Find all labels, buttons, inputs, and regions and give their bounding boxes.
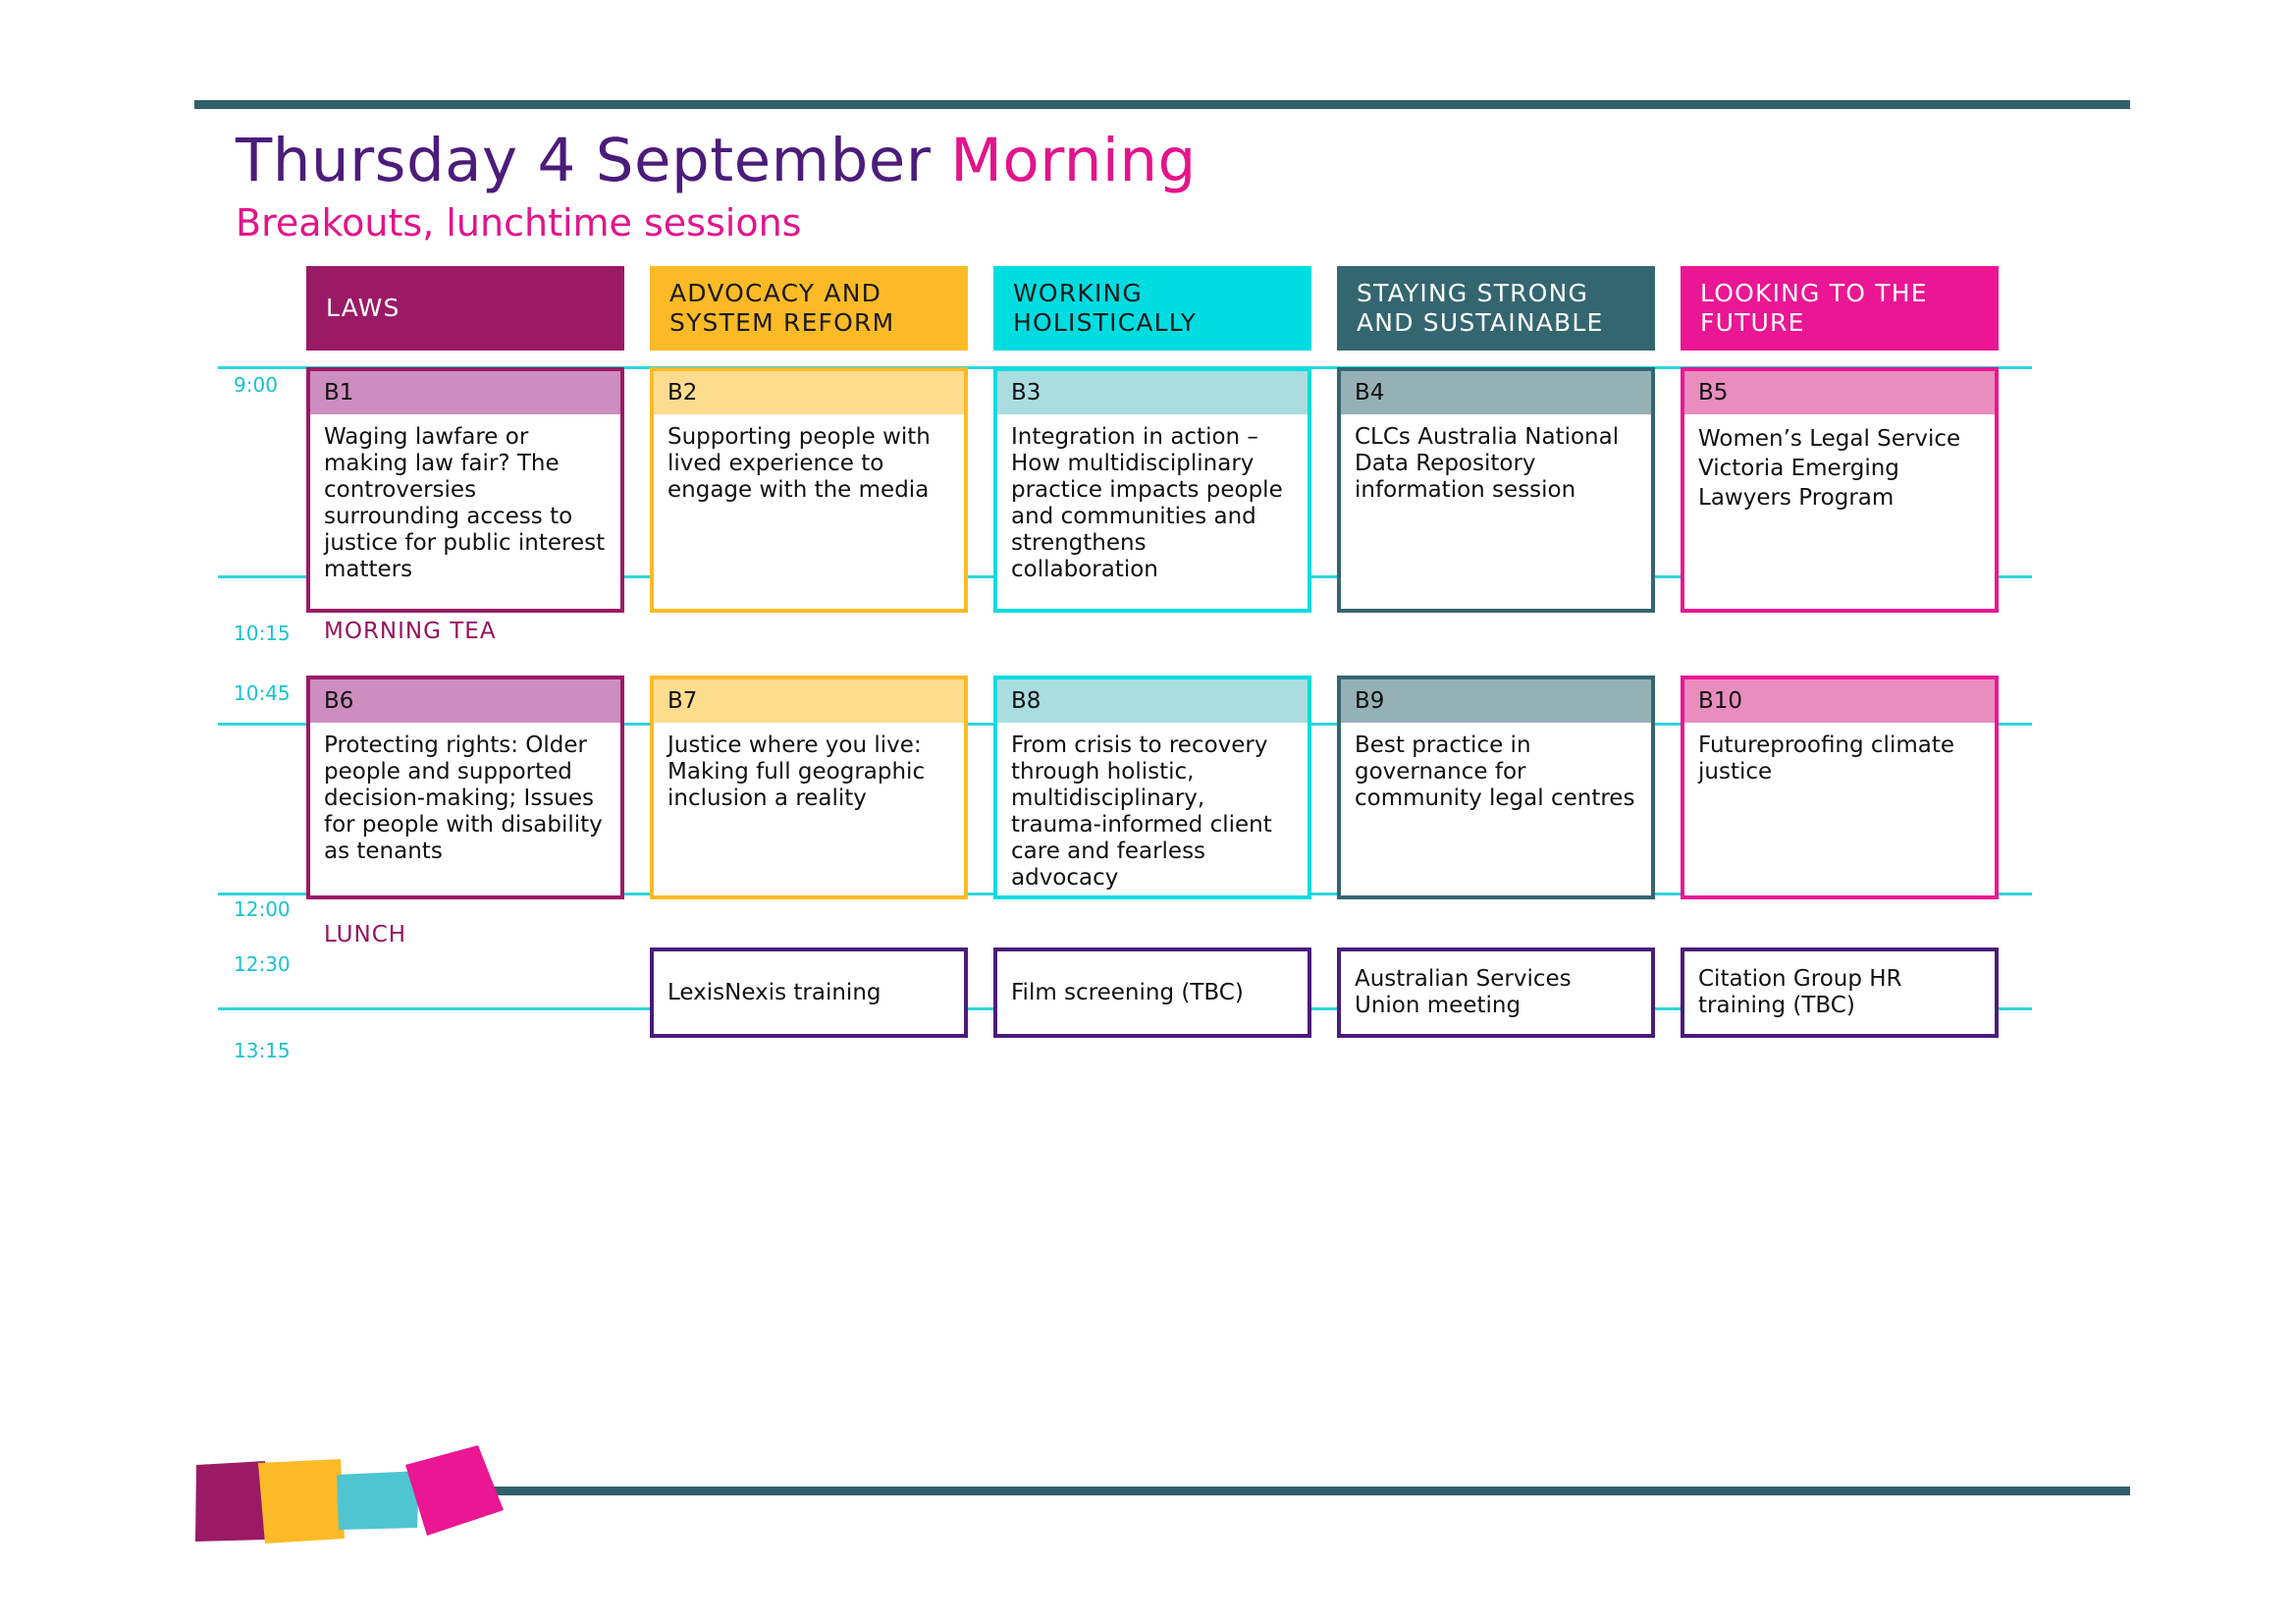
session-title: Protecting rights: Older people and supported decision-making; Issues for people with disability as tenants — [324, 732, 603, 864]
lunchtime-title: Citation Group HR training (TBC) — [1698, 966, 1902, 1018]
brand-tiles-logo — [191, 1443, 515, 1551]
lunchtime-title: LexisNexis training — [667, 979, 881, 1005]
session-code: B8 — [997, 679, 1308, 723]
session-title: Waging lawfare or making law fair? The controversies surrounding access to justice for public interest matters — [324, 424, 606, 582]
column-header-label: WORKING HOLISTICALLY — [1013, 279, 1198, 337]
time-label: 10:15 — [234, 622, 291, 645]
title-day: Thursday 4 September — [236, 126, 932, 195]
column-header-future — [1681, 266, 1999, 351]
tile-purple — [195, 1461, 268, 1542]
tile-pink — [405, 1445, 504, 1536]
session-title: Supporting people with lived experience to engage with the media — [667, 424, 931, 503]
session-code: B6 — [310, 679, 620, 723]
time-label: 13:15 — [234, 1039, 291, 1062]
column-header-laws — [306, 266, 624, 351]
session-code: B9 — [1341, 679, 1651, 723]
title-period: Morning — [950, 126, 1197, 195]
session-code: B4 — [1341, 371, 1651, 414]
session-title: Women’s Legal Service Victoria Emerging Lawyers Program — [1698, 426, 1961, 511]
session-title: Best practice in governance for community legal centres — [1355, 732, 1635, 811]
time-label: 12:00 — [234, 897, 291, 921]
column-header-advocacy — [650, 266, 968, 351]
session-b1[interactable] — [306, 367, 624, 613]
session-code: B10 — [1684, 679, 1995, 723]
lunchtime-session-citation[interactable] — [1681, 947, 1999, 1038]
session-title: Futureproofing climate justice — [1698, 732, 1955, 785]
lunch-label: LUNCH — [324, 922, 407, 947]
tile-teal — [337, 1471, 419, 1530]
column-header-holistic — [993, 266, 1311, 351]
session-title: CLCs Australia National Data Repository information session — [1355, 424, 1620, 503]
session-title: From crisis to recovery through holistic, multidisciplinary, trauma-informed client care and fearless advocacy — [1011, 732, 1272, 891]
session-b2[interactable] — [650, 367, 968, 613]
session-b9[interactable] — [1337, 676, 1655, 899]
page-title — [236, 122, 1197, 200]
column-header-label: LOOKING TO THE FUTURE — [1700, 279, 1928, 337]
bottom-rule — [471, 1487, 2130, 1495]
session-code: B2 — [654, 371, 964, 414]
session-title: Integration in action – How multidisciplinary practice impacts people and communities and strengthens collaboration — [1011, 424, 1283, 582]
session-b5[interactable] — [1681, 367, 1999, 613]
session-b10[interactable] — [1681, 676, 1999, 899]
lunchtime-title: Film screening (TBC) — [1011, 979, 1244, 1005]
session-code: B1 — [310, 371, 620, 414]
time-label: 12:30 — [234, 952, 291, 976]
lunchtime-session-lexisnexis[interactable] — [650, 947, 968, 1038]
session-title: Justice where you live: Making full geographic inclusion a reality — [667, 732, 926, 811]
top-rule — [194, 100, 2130, 109]
session-b7[interactable] — [650, 676, 968, 899]
session-b8[interactable] — [993, 676, 1311, 899]
morning-tea-label: MORNING TEA — [324, 619, 497, 644]
time-label: 10:45 — [234, 681, 291, 705]
time-label: 9:00 — [234, 373, 278, 397]
session-b3[interactable] — [993, 367, 1311, 613]
column-header-label: LAWS — [326, 294, 400, 322]
session-b4[interactable] — [1337, 367, 1655, 613]
column-header-label: STAYING STRONG AND SUSTAINABLE — [1357, 279, 1604, 337]
session-b6[interactable] — [306, 676, 624, 899]
session-code: B3 — [997, 371, 1308, 414]
lunchtime-title: Australian Services Union meeting — [1355, 966, 1572, 1018]
lunchtime-session-film[interactable] — [993, 947, 1311, 1038]
session-code: B5 — [1684, 371, 1995, 414]
column-header-label: ADVOCACY AND SYSTEM REFORM — [669, 279, 895, 337]
tile-yellow — [258, 1459, 345, 1543]
page-subtitle: Breakouts, lunchtime sessions — [236, 201, 802, 244]
lunchtime-session-asu[interactable] — [1337, 947, 1655, 1038]
column-header-staying-strong — [1337, 266, 1655, 351]
session-code: B7 — [654, 679, 964, 723]
